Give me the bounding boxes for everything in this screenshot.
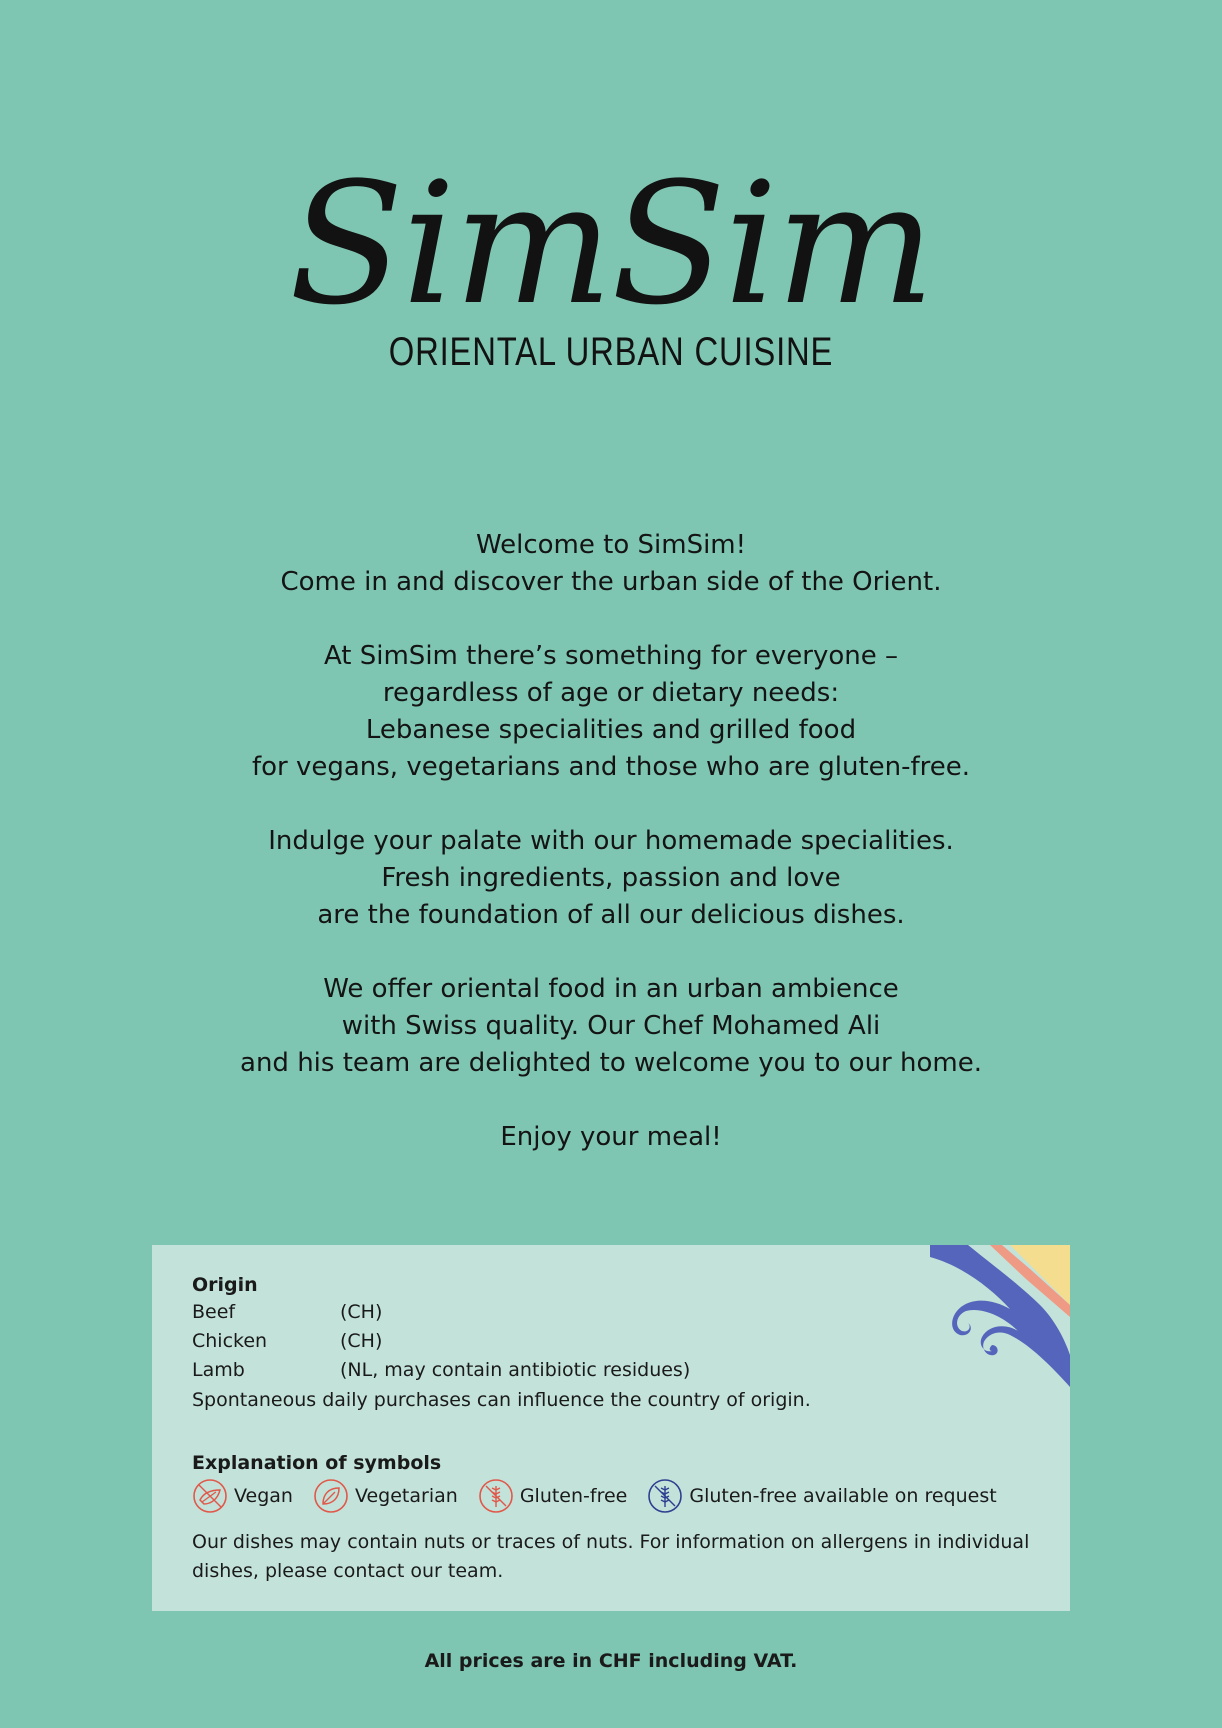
symbol-label: Gluten-free available on request xyxy=(689,1485,997,1507)
intro-line: Fresh ingredients, passion and love xyxy=(381,863,841,893)
vegan-icon xyxy=(192,1478,228,1514)
symbol-label: Vegetarian xyxy=(354,1485,458,1507)
intro-line: with Swiss quality. Our Chef Mohamed Ali xyxy=(341,1011,881,1041)
allergen-note: Our dishes may contain nuts or traces of nuts. For information on allergens in individual dishes, please contact our team. xyxy=(192,1531,1030,1582)
intro-line: regardless of age or dietary needs: xyxy=(382,678,840,708)
intro-line: We offer oriental food in an urban ambience xyxy=(323,974,899,1004)
origin-country: (CH) xyxy=(340,1330,383,1352)
symbols-title: Explanation of symbols xyxy=(192,1452,442,1474)
symbol-label: Gluten-free xyxy=(519,1485,628,1507)
intro-line: for vegans, vegetarians and those who are gluten-free. xyxy=(251,752,971,782)
intro-line: Come in and discover the urban side of the Orient. xyxy=(280,567,942,597)
gluten-free-icon xyxy=(478,1478,514,1514)
gluten-free-on-request-icon xyxy=(647,1478,683,1514)
intro-paragraph xyxy=(0,823,1222,934)
intro-line: Lebanese specialities and grilled food xyxy=(365,715,857,745)
intro-line: are the foundation of all our delicious dishes. xyxy=(317,900,905,930)
intro-paragraph xyxy=(0,638,1222,786)
origin-country: (CH) xyxy=(340,1301,383,1323)
origin-row xyxy=(192,1327,1030,1356)
intro-line: At SimSim there’s something for everyone – xyxy=(323,641,899,671)
decorative-tile-icon xyxy=(930,1245,1070,1387)
logo xyxy=(0,146,1222,375)
intro-line: and his team are delighted to welcome you to our home. xyxy=(240,1048,982,1078)
price-note: All prices are in CHF including VAT. xyxy=(424,1650,798,1672)
logo-name: SimSim xyxy=(288,146,934,342)
origin-title: Origin xyxy=(192,1274,258,1296)
symbol-vegetarian xyxy=(313,1478,458,1514)
symbols-legend xyxy=(192,1478,1030,1514)
intro-paragraph xyxy=(0,527,1222,601)
symbol-vegan xyxy=(192,1478,293,1514)
symbol-label: Vegan xyxy=(234,1485,293,1507)
origin-row xyxy=(192,1298,1030,1327)
origin-country: (NL, may contain antibiotic residues) xyxy=(340,1359,691,1381)
vegetarian-icon xyxy=(313,1478,349,1514)
logo-tagline: ORIENTAL URBAN CUISINE xyxy=(388,330,834,374)
origin-note: Spontaneous daily purchases can influence the country of origin. xyxy=(192,1389,811,1411)
intro-paragraph xyxy=(0,1119,1222,1156)
info-box xyxy=(152,1245,1070,1611)
intro-line: Indulge your palate with our homemade specialities. xyxy=(268,826,954,856)
symbol-gluten-free xyxy=(478,1478,628,1514)
intro-line: Welcome to SimSim! xyxy=(475,530,747,560)
origin-meat: Beef xyxy=(192,1301,236,1323)
intro-text xyxy=(0,527,1222,1156)
intro-line: Enjoy your meal! xyxy=(500,1122,722,1152)
intro-paragraph xyxy=(0,971,1222,1082)
symbol-gluten-free-on-request xyxy=(647,1478,996,1514)
origin-meat: Chicken xyxy=(192,1330,268,1352)
origin-row xyxy=(192,1356,1030,1385)
origin-meat: Lamb xyxy=(192,1359,245,1381)
